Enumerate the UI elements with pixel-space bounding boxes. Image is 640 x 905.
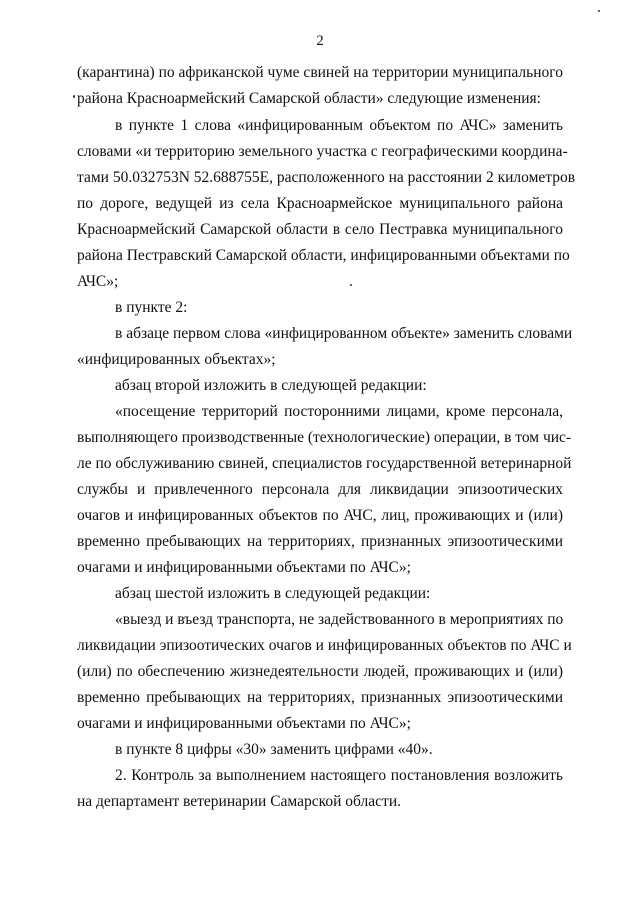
text-line: очагами и инфицированными объектами по АЧС»;	[77, 715, 411, 732]
text-line: «инфицированных объектах»;	[77, 351, 276, 368]
text-line: по дороге, ведущей из села Красноармейское муниципального района	[77, 195, 563, 212]
text-line: на департамент ветеринарии Самарской области.	[77, 793, 401, 810]
text-line: (карантина) по африканской чуме свиней на территории муниципального	[77, 64, 563, 81]
text-line: в пункте 8 цифры «30» заменить цифрами «40».	[115, 741, 433, 758]
text-line: очагов и инфицированных объектов по АЧС, лиц, проживающих и (или)	[77, 507, 563, 524]
text-line: Красноармейский Самарской области в село Пестравка муниципального	[77, 221, 563, 238]
text-line: выполняющего производственные (технологические) операции, в том чис-	[77, 429, 572, 446]
text-line: «посещение территорий посторонними лицами, кроме персонала,	[115, 403, 563, 420]
text-line: в пункте 2:	[115, 299, 188, 316]
text-line: (или) по обеспечению жизнедеятельности людей, проживающих и (или)	[77, 663, 563, 680]
text-line: абзац шестой изложить в следующей редакции:	[115, 585, 431, 602]
text-line: временно пребывающих на территориях, признанных эпизоотическими	[77, 689, 563, 706]
text-line: временно пребывающих на территориях, признанных эпизоотическими	[77, 533, 563, 550]
text-line: тами 50.032753N 52.688755E, расположенного на расстоянии 2 километров	[77, 169, 576, 186]
text-line: очагами и инфицированными объектами по АЧС»;	[77, 559, 411, 576]
text-line: АЧС»;	[77, 273, 119, 290]
text-line: «выезд и въезд транспорта, не задействованного в мероприятиях по	[115, 611, 564, 628]
scan-speck	[350, 284, 352, 286]
text-line: абзац второй изложить в следующей редакции:	[115, 377, 427, 394]
text-line: словами «и территорию земельного участка с географическими координа-	[77, 143, 568, 160]
text-line: службы и привлеченного персонала для ликвидации эпизоотических	[77, 481, 563, 498]
text-line: 2. Контроль за выполнением настоящего постановления возложить	[115, 767, 563, 784]
text-line: в пункте 1 слова «инфицированным объектом по АЧС» заменить	[115, 117, 563, 134]
page-number: 2	[316, 33, 324, 49]
text-line: района Пестравский Самарской области, инфицированными объектами по	[77, 247, 570, 264]
scan-speck	[598, 10, 600, 12]
text-line: района Красноармейский Самарской области» следующие изменения:	[77, 90, 541, 107]
text-line: в абзаце первом слова «инфицированном объекте» заменить словами	[115, 325, 573, 342]
text-line: ле по обслуживанию свиней, специалистов государственной ветеринарной	[77, 455, 572, 472]
scan-speck	[73, 95, 75, 98]
text-line: ликвидации эпизоотических очагов и инфицированных объектов по АЧС и	[77, 637, 572, 654]
